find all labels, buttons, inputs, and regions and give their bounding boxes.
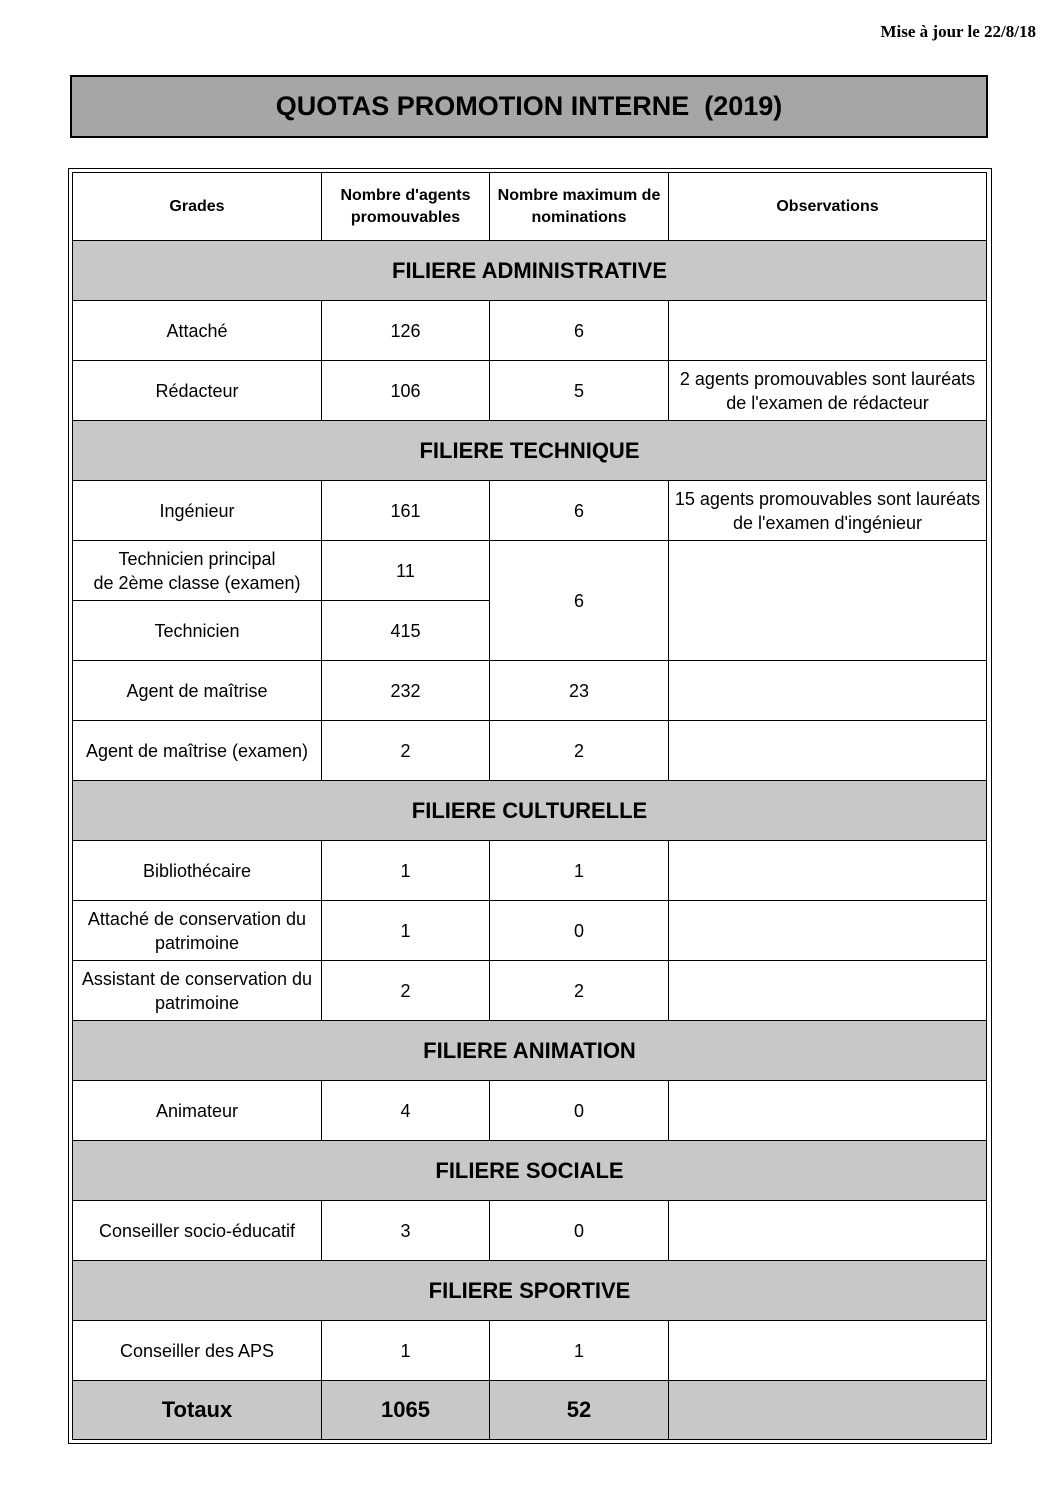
section-row-technique [73, 421, 987, 481]
totals-label: Totaux [73, 1381, 322, 1440]
totals-row [73, 1381, 987, 1440]
observation-cell [669, 541, 987, 661]
grade-cell: Technicien [73, 601, 322, 661]
table-header-row [73, 173, 987, 241]
grade-cell: Ingénieur [73, 481, 322, 541]
table-row [73, 1201, 987, 1261]
observation-cell [669, 841, 987, 901]
section-row-animation [73, 1021, 987, 1081]
grade-cell: Conseiller socio-éducatif [73, 1201, 322, 1261]
observation-cell [669, 961, 987, 1021]
observation-cell: 15 agents promouvables sont lauréats de l'examen d'ingénieur [669, 481, 987, 541]
max-cell: 5 [490, 361, 669, 421]
promouvables-cell: 2 [322, 721, 490, 781]
max-cell: 6 [490, 541, 669, 661]
grade-cell: Animateur [73, 1081, 322, 1141]
section-title: FILIERE ADMINISTRATIVE [73, 241, 987, 301]
table-row [73, 721, 987, 781]
grade-cell: Assistant de conservation du patrimoine [73, 961, 322, 1021]
promouvables-cell: 161 [322, 481, 490, 541]
promouvables-cell: 3 [322, 1201, 490, 1261]
grade-cell: Attaché de conservation du patrimoine [73, 901, 322, 961]
observation-cell [669, 1081, 987, 1141]
max-cell: 6 [490, 301, 669, 361]
grade-cell [73, 541, 322, 601]
page-title-text: QUOTAS PROMOTION INTERNE (2019) [275, 91, 783, 121]
section-row-administrative [73, 241, 987, 301]
header-promouvables: Nombre d'agents promouvables [322, 173, 490, 241]
max-cell: 0 [490, 901, 669, 961]
quota-table [72, 172, 987, 1440]
totals-promouvables: 1065 [322, 1381, 490, 1440]
header-observations: Observations [669, 173, 987, 241]
totals-max: 52 [490, 1381, 669, 1440]
update-note: Mise à jour le 22/8/18 [880, 22, 1036, 41]
observation-cell [669, 1321, 987, 1381]
max-cell: 1 [490, 1321, 669, 1381]
promouvables-cell: 11 [322, 541, 490, 601]
page-title [70, 75, 988, 138]
max-cell: 2 [490, 721, 669, 781]
table-row [73, 1321, 987, 1381]
max-cell: 2 [490, 961, 669, 1021]
promouvables-cell: 126 [322, 301, 490, 361]
table-row [73, 301, 987, 361]
max-cell: 6 [490, 481, 669, 541]
max-cell: 1 [490, 841, 669, 901]
totals-observation [669, 1381, 987, 1440]
observation-cell [669, 901, 987, 961]
promouvables-cell: 1 [322, 841, 490, 901]
header-grades: Grades [73, 173, 322, 241]
max-cell: 23 [490, 661, 669, 721]
table-row [73, 841, 987, 901]
observation-cell [669, 301, 987, 361]
section-title: FILIERE SPORTIVE [73, 1261, 987, 1321]
grade-cell: Conseiller des APS [73, 1321, 322, 1381]
section-title: FILIERE SOCIALE [73, 1141, 987, 1201]
header-max-nominations: Nombre maximum de nominations [490, 173, 669, 241]
table-row [73, 961, 987, 1021]
promouvables-cell: 4 [322, 1081, 490, 1141]
section-title: FILIERE CULTURELLE [73, 781, 987, 841]
promouvables-cell: 106 [322, 361, 490, 421]
observation-cell: 2 agents promouvables sont lauréats de l'examen de rédacteur [669, 361, 987, 421]
observation-cell [669, 1201, 987, 1261]
table-row [73, 361, 987, 421]
section-row-culturelle [73, 781, 987, 841]
promouvables-cell: 1 [322, 1321, 490, 1381]
grade-line: Technicien principal [118, 548, 276, 569]
section-title: FILIERE TECHNIQUE [73, 421, 987, 481]
table-row [73, 1081, 987, 1141]
section-row-sportive [73, 1261, 987, 1321]
grade-cell: Bibliothécaire [73, 841, 322, 901]
grade-cell: Rédacteur [73, 361, 322, 421]
grade-cell: Attaché [73, 301, 322, 361]
grade-cell: Agent de maîtrise (examen) [73, 721, 322, 781]
max-cell: 0 [490, 1081, 669, 1141]
quota-table-frame [68, 168, 992, 1444]
table-row [73, 541, 987, 601]
promouvables-cell: 232 [322, 661, 490, 721]
grade-line: de 2ème classe (examen) [93, 572, 301, 593]
section-row-sociale [73, 1141, 987, 1201]
observation-cell [669, 661, 987, 721]
table-row [73, 481, 987, 541]
section-title: FILIERE ANIMATION [73, 1021, 987, 1081]
promouvables-cell: 1 [322, 901, 490, 961]
table-row [73, 661, 987, 721]
promouvables-cell: 415 [322, 601, 490, 661]
promouvables-cell: 2 [322, 961, 490, 1021]
grade-cell: Agent de maîtrise [73, 661, 322, 721]
observation-cell [669, 721, 987, 781]
max-cell: 0 [490, 1201, 669, 1261]
table-row [73, 901, 987, 961]
